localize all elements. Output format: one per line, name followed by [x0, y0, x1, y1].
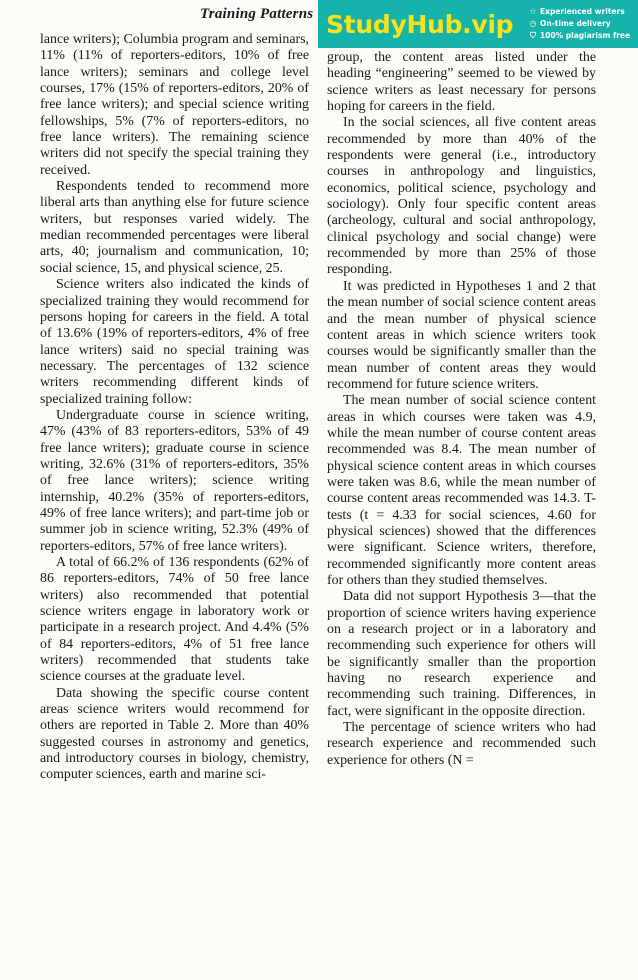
- paragraph: Respondents tended to recommend more liberal arts than anything else for future science writers, but responses varied widely. The median recommended percentages were liberal arts, 40; journalism and communication, 10; social science, 15, and physical science, 25.: [40, 179, 309, 276]
- paragraph: Science writers also indicated the kinds of specialized training they would recommend for persons hoping for careers in the field. A total of 13.6% (19% of reporters-editors, 4% of free lance writers) said no special training was necessary. The percentages of 132 science writers recommending different kinds of specialized training follow:: [40, 277, 309, 407]
- star-icon: ☆: [529, 7, 537, 16]
- paragraph: A total of 66.2% of 136 respondents (62% of 86 reporters-editors, 74% of 50 free lance writers) also recommended that potential science writers engage in laboratory work or participate in a research project. And 4.4% (5% of 84 reporters-editors, 4% of 51 free lance writers) recommended that students take science courses at the graduate level.: [40, 555, 309, 685]
- badge-label: On-time delivery: [540, 19, 611, 28]
- badge-label: Experienced writers: [540, 7, 625, 16]
- watermark-banner[interactable]: [318, 0, 638, 48]
- left-column: [40, 32, 309, 784]
- right-column: [327, 50, 596, 769]
- badge-on-time: [528, 18, 636, 30]
- badge-label: 100% plagiarism free: [540, 31, 631, 40]
- paragraph: The mean number of social science content areas in which courses were taken was 4.9, while the mean number of course content areas recommended was 8.4. The mean number of physical science content areas in which courses were taken was 8.6, while the mean number of course content areas recommended was 14.3. T-tests (t = 4.33 for social sciences, 4.60 for physical sciences) showed that the differences were significant. Science writers, therefore, recommended significantly more content areas for others than they studied themselves.: [327, 393, 596, 588]
- paragraph: Data showing the specific course content areas science writers would recommend for others are reported in Table 2. More than 40% suggested courses in astronomy and genetics, and introductory courses in biology, chemistry, computer sciences, earth and marine sci-: [40, 685, 309, 783]
- clock-icon: ◷: [529, 19, 537, 28]
- paragraph: Data did not support Hypothesis 3—that the proportion of science writers having experience on a research project or in a laboratory and recommending such experience for others will be significantly smaller than the proportion having no research experience and recommending such training. Differences, in fact, were significant in the opposite direction.: [327, 589, 596, 719]
- brand-logo: StudyHub.vip: [326, 9, 514, 39]
- shield-icon: ⛉: [530, 31, 536, 40]
- paragraph: Undergraduate course in science writing, 47% (43% of 83 reporters-editors, 53% of 49 free lance writers); graduate course in science writing, 32.6% (31% of reporters-editors, 35% of free lance writers); science writing internship, 40.2% (35% of reporters-editors, 49% of free lance writers); and part-time job or summer job in science writing, 52.3% (49% of reporters-editors, 57% of free lance writers).: [40, 407, 309, 554]
- paragraph: In the social sciences, all five content areas recommended by more than 40% of the respondents were general (i.e., introductory courses in anthropology and linguistics, economics, political science, psychology and sociology). Only four specific content areas (archeology, cultural and social anthropology, clinical psychology and social change) were recommended by more than 25% of those responding.: [327, 115, 596, 278]
- paragraph: The percentage of science writers who had research experience and recommended such experience for others (N =: [327, 720, 596, 768]
- badge-plagiarism-free: [528, 30, 636, 42]
- badge-experienced: [528, 6, 636, 18]
- paragraph: lance writers); Columbia program and seminars, 11% (11% of reporters-editors, 10% of free lance writers); seminars and college level courses, 17% (15% of reporters-editors, 20% of free lance writers); and special science writing fellowships, 5% (7% of reporters-editors, no free lance writers). The remaining science writers did not specify the special training they received.: [40, 32, 309, 178]
- paragraph: It was predicted in Hypotheses 1 and 2 that the mean number of social science content areas and the mean number of physical science content areas in which science writers took courses would be significantly smaller than the mean number of content areas they would recommend for future science writers.: [327, 278, 596, 392]
- paragraph: group, the content areas listed under the heading “engineering” seemed to be viewed by science writers as least necessary for persons hoping for careers in the field.: [327, 50, 596, 115]
- feature-badges: [528, 6, 636, 42]
- running-head: Training Patterns: [200, 6, 314, 22]
